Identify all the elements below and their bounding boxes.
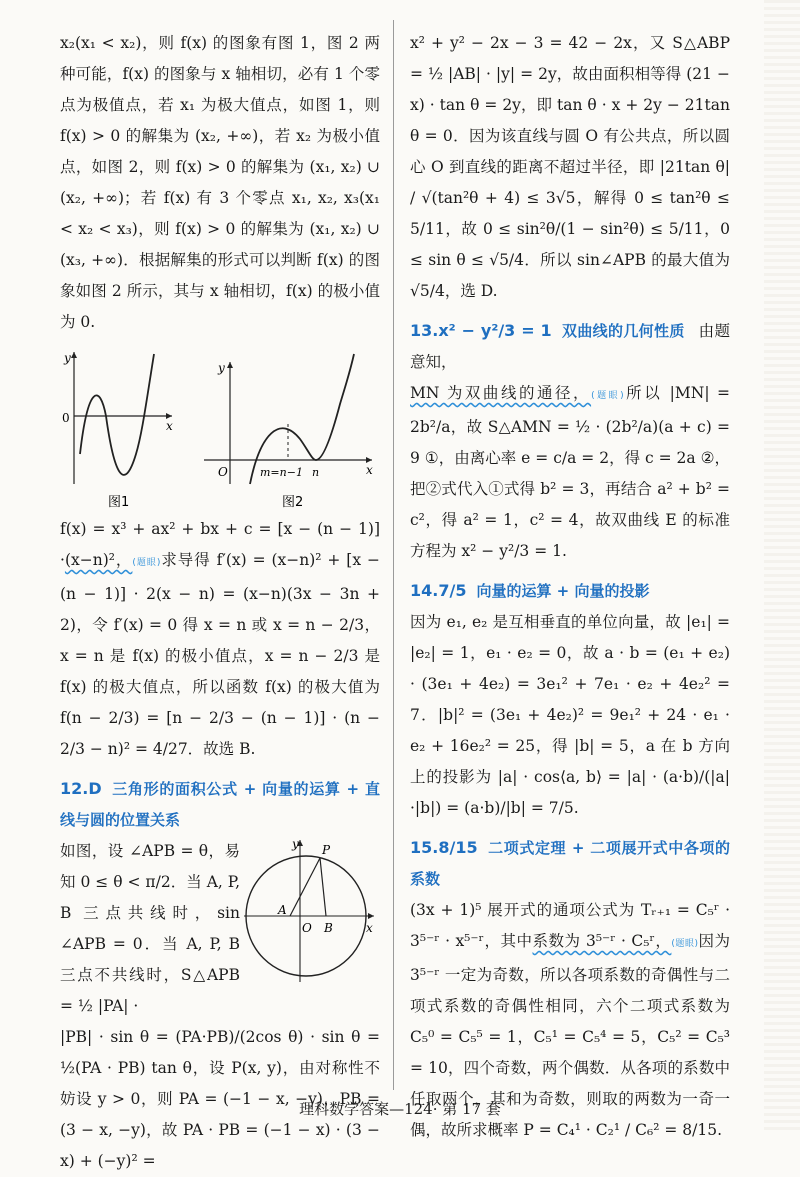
q12-solution-continued: x² + y² − 2x − 3 = 42 − 2x，又 S△ABP = ½ |AB| · |y| = 2y，故由面积相等得 (21 − x) · tan θ = 2y，即 tan θ · x + 2y − 21tan θ = 0．因为该直线与圆 O 有公共点，所以圆心 O 到直线的距离不超过半径，即 |21tan θ| / √(tan²θ + 4) ≤ 3√5，解得 0 ≤ tan²θ ≤ 5/11，故 0 ≤ sin²θ/(1 − sin²θ) ≤ 5/11，0 ≤ sin θ ≤ √5/4．所以 sin∠APB 的最大值为 √5/4，选 D.: [410, 34, 730, 300]
q13-solution: 所以 |MN| = 2b²/a，故 S△AMN = ½ · (2b²/a)(a + c) = 9 ①，由离心率 e = c/a = 2，得 c = 2a ②，把②式代入①式得 b² = 3，再结合 a² + b² = c²，得 a² = 1，c² = 4，故双曲线 E 的标准方程为 x² − y²/3 = 1.: [410, 384, 730, 560]
answer-11-key-factor: (x−n)²，: [64, 551, 133, 569]
q13-lead: 由题意知，: [410, 322, 730, 371]
figure-row-11: [60, 344, 380, 512]
q14-answer: 7/5: [438, 581, 467, 600]
fig1-origin-label: 0: [62, 411, 70, 425]
left-column: [60, 28, 380, 1177]
q12-answer: D: [88, 779, 102, 798]
answer-11-derivation: [60, 514, 380, 765]
q12-fig-b: B: [324, 921, 333, 935]
fig2-n-label: n: [312, 466, 320, 479]
q12-fig-a: A: [278, 903, 287, 917]
q12-solution-part1: 如图，设 ∠APB = θ，易知 0 ≤ θ < π/2．当 A, P, B 三点共线时，sin ∠APB = 0．当 A, P, B 三点不共线时，S△APB = ½ |PA| ·: [60, 842, 240, 1015]
q12-circle-figure: [240, 836, 380, 986]
q13-topic: 双曲线的几何性质: [561, 322, 685, 340]
fig2-y-label: y: [218, 361, 225, 375]
fig2-x-label: x: [366, 463, 373, 477]
fig2-caption: 图2: [282, 495, 304, 510]
q12-body: [60, 836, 380, 1022]
scan-edge-texture: [764, 0, 800, 1131]
q12-number: 12.: [60, 779, 89, 798]
fig1-x-label: x: [166, 419, 173, 433]
fig2-m-label: m=n−1: [260, 466, 303, 479]
q15-topic: 二项式定理 + 二项展开式中各项的系数: [410, 839, 730, 888]
q14-number: 14.: [410, 581, 439, 600]
q14-solution: 因为 e₁, e₂ 是互相垂直的单位向量，故 |e₁| = |e₂| = 1，e₁ · e₂ = 0，故 a · b = (e₁ + e₂) · (3e₁ + 4e₂) = 3e₁² + 7e₁ · e₂ + 4e₂² = 7．|b|² = (3e₁ + 4e₂)² = 9e₁² + 24 · e₁ · e₂ + 16e₂² = 25，得 |b| = 5，a 在 b 方向上的投影为 |a| · cos⟨a, b⟩ = |a| · (a·b)/(|a|·|b|) = (a·b)/|b| = 7/5.: [410, 613, 730, 817]
answer-11-continued: x₂(x₁ < x₂)，则 f(x) 的图象有图 1，图 2 两种可能，f(x) 的图象与 x 轴相切，必有 1 个零点为极值点，若 x₁ 为极大值点，如图 1，则 f(x) > 0 的解集为 (x₂, +∞)，若 x₂ 为极小值点，如图 2，则 f(x) > 0 的解集为 (x₁, x₂) ∪ (x₂, +∞)；若 f(x) 有 3 个零点 x₁, x₂, x₃(x₁ < x₂ < x₃)，则 f(x) > 0 的解集为 (x₁, x₂) ∪ (x₃, +∞)．根据解集的形式可以判断 f(x) 的图象如图 2 所示，其与 x 轴相切，f(x) 的极小值为 0.: [60, 34, 380, 331]
column-divider: [393, 20, 394, 1090]
q13-number: 13.: [410, 321, 439, 340]
q15-key-phrase: 系数为 3⁵⁻ʳ · C₅ʳ，: [532, 932, 672, 950]
question-13: [410, 315, 730, 567]
q12-fig-p: P: [322, 843, 331, 857]
q12-solution-part2: |PB| · sin θ = (PA·PB)/(2cos θ) · sin θ = ½(PA · PB) tan θ，设 P(x, y)，由对称性不妨设 y > 0，则 PA = (−1 − x, −y)，PB = (3 − x, −y)，故 PA · PB = (−1 − x) · (3 − x) + (−y)² =: [60, 1028, 380, 1170]
fig1-y-label: y: [64, 351, 71, 365]
figure-1-graph: [60, 344, 180, 512]
answer-11-derivation-a: f(x) = x³ + ax² + bx + c = [x − (n − 1)] ·: [60, 520, 380, 569]
fig1-caption: 图1: [108, 495, 130, 510]
q14-topic: 向量的运算 + 向量的投影: [476, 582, 650, 600]
question-14: [410, 575, 730, 824]
q15-number: 15.: [410, 838, 439, 857]
q15-answer: 8/15: [438, 838, 478, 857]
q13-key-sentence: MN 为双曲线的通径，: [410, 384, 592, 402]
q12-fig-x: x: [366, 921, 373, 935]
q12-topic: 三角形的面积公式 + 向量的运算 + 直线与圆的位置关系: [60, 780, 380, 829]
q12-fig-y: y: [292, 837, 299, 851]
fig2-origin-label: O: [218, 465, 228, 479]
page-footer: 理科数学答案—124· 第 17 套: [299, 1100, 501, 1118]
answer-11-derivation-c: 求导得 f′(x) = (x−n)² + [x − (n − 1)] · 2(x − n) = (x−n)(3x − 3n + 2)，令 f′(x) = 0 得 x = n 或 x = n − 2/3，x = n 是 f(x) 的极小值点，x = n − 2/3 是 f(x) 的极大值点，所以函数 f(x) 的极大值为 f(n − 2/3) = [n − 2/3 − (n − 1)] · (n − 2/3 − n)² = 4/27．故选 B.: [60, 551, 380, 758]
q15-solution-part1: (3x + 1)⁵ 展开式的通项公式为 Tᵣ₊₁ = C₅ʳ · 3⁵⁻ʳ · x⁵⁻ʳ，其中: [410, 901, 730, 950]
q13-key-tag: (题眼): [591, 391, 624, 401]
q12-fig-o: O: [302, 921, 312, 935]
figure-2-graph: [190, 344, 380, 512]
q13-answer: x² − y²/3 = 1: [438, 321, 552, 340]
answer-11-key-tag: (题眼): [132, 558, 161, 568]
q15-key-tag: (题眼): [671, 939, 698, 949]
q15-solution-part2: 因为 3⁵⁻ʳ 一定为奇数，所以各项系数的奇偶性与二项式系数的奇偶性相同，六个二项式系数为 C₅⁰ = C₅⁵ = 1，C₅¹ = C₅⁴ = 5，C₅² = C₅³ = 10，四个奇数，两个偶数．从各项的系数中任取两个，其和为奇数，则取的两数为一奇一偶，故所求概率 P = C₄¹ · C₂¹ / C₆² = 8/15.: [410, 932, 730, 1139]
right-column: [410, 28, 730, 1146]
